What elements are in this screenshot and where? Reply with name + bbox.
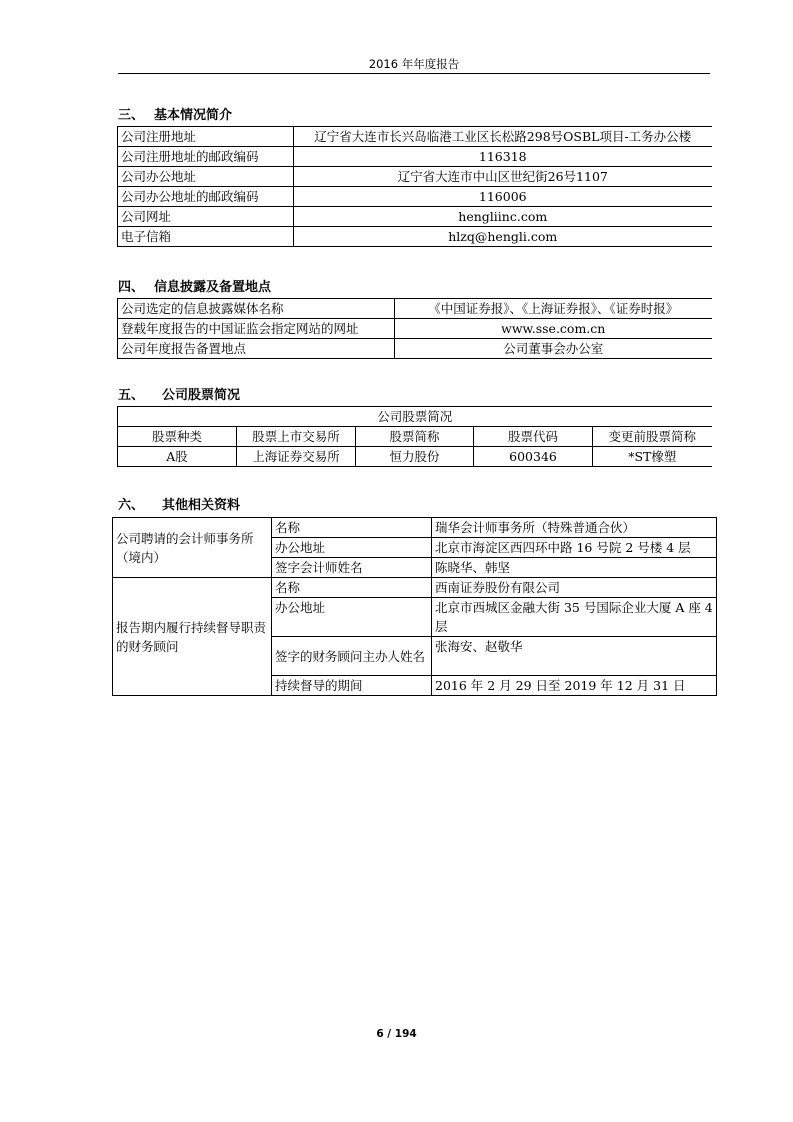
section-4-title bbox=[118, 276, 271, 295]
table-row bbox=[113, 578, 717, 598]
previous-short-name: *ST橡塑 bbox=[593, 447, 712, 467]
column-header: 股票种类 bbox=[118, 427, 237, 447]
office-address-label: 公司办公地址 bbox=[118, 167, 294, 187]
accounting-firm-name-key: 名称 bbox=[272, 518, 432, 538]
advisor-signer-value: 张海安、赵敬华 bbox=[432, 637, 717, 676]
page-number: 6 / 194 bbox=[376, 1028, 417, 1040]
stock-type: A股 bbox=[118, 447, 237, 467]
advisor-name-value: 西南证券股份有限公司 bbox=[432, 578, 717, 598]
table-row bbox=[113, 518, 717, 538]
stock-table bbox=[117, 406, 712, 467]
accountant-names-value: 陈晓华、韩坚 bbox=[432, 558, 717, 578]
email-label: 电子信箱 bbox=[118, 227, 294, 247]
table-row bbox=[118, 299, 712, 319]
registered-postcode-label: 公司注册地址的邮政编码 bbox=[118, 147, 294, 167]
page-header: 2016 年年度报告 bbox=[368, 57, 460, 71]
table-row bbox=[118, 319, 712, 339]
office-address-value: 辽宁省大连市中山区世纪街26号1107 bbox=[294, 167, 712, 187]
stock-short-name: 恒力股份 bbox=[356, 447, 474, 467]
advisor-address-value: 北京市西城区金融大街 35 号国际企业大厦 A 座 4 层 bbox=[432, 598, 717, 637]
registered-address-label: 公司注册地址 bbox=[118, 127, 294, 147]
advisor-signer-key: 签字的财务顾问主办人姓名 bbox=[272, 637, 432, 676]
section-5-title bbox=[118, 384, 240, 403]
advisor-address-key: 办公地址 bbox=[272, 598, 432, 637]
section-4-number: 四、 bbox=[118, 280, 145, 295]
office-postcode-label: 公司办公地址的邮政编码 bbox=[118, 187, 294, 207]
table-row bbox=[118, 227, 712, 247]
registered-postcode-value: 116318 bbox=[294, 147, 712, 167]
table-row bbox=[118, 167, 712, 187]
accounting-firm-address-key: 办公地址 bbox=[272, 538, 432, 558]
table-row bbox=[118, 447, 712, 467]
table-row bbox=[118, 127, 712, 147]
section-3-number: 三、 bbox=[118, 108, 145, 123]
disclosure-table bbox=[117, 298, 712, 359]
website-value: hengliinc.com bbox=[294, 207, 712, 227]
disclosure-media-label: 公司选定的信息披露媒体名称 bbox=[118, 299, 395, 319]
website-url-label: 登载年度报告的中国证监会指定网站的网址 bbox=[118, 319, 395, 339]
accounting-firm-address-value: 北京市海淀区西四环中路 16 号院 2 号楼 4 层 bbox=[432, 538, 717, 558]
section-3-heading: 基本情况简介 bbox=[154, 108, 233, 123]
stock-exchange: 上海证券交易所 bbox=[237, 447, 356, 467]
accountant-names-key: 签字会计师姓名 bbox=[272, 558, 432, 578]
stock-code: 600346 bbox=[474, 447, 593, 467]
report-location-value: 公司董事会办公室 bbox=[395, 339, 712, 359]
accounting-firm-label: 公司聘请的会计师事务所（境内） bbox=[113, 518, 272, 578]
section-5-number: 五、 bbox=[118, 388, 145, 403]
section-6-title bbox=[118, 494, 240, 513]
table-row bbox=[118, 187, 712, 207]
column-header: 股票代码 bbox=[474, 427, 593, 447]
column-header: 股票上市交易所 bbox=[237, 427, 356, 447]
supervision-period-key: 持续督导的期间 bbox=[272, 676, 432, 696]
supervision-period-value: 2016 年 2 月 29 日至 2019 年 12 月 31 日 bbox=[432, 676, 717, 696]
table-header-row bbox=[118, 427, 712, 447]
report-location-label: 公司年度报告备置地点 bbox=[118, 339, 395, 359]
section-6-number: 六、 bbox=[118, 498, 145, 513]
table-row bbox=[118, 207, 712, 227]
basic-info-table bbox=[117, 126, 712, 247]
website-url-value: www.sse.com.cn bbox=[395, 319, 712, 339]
column-header: 变更前股票简称 bbox=[593, 427, 712, 447]
section-3-title bbox=[118, 104, 232, 123]
header-divider bbox=[118, 73, 710, 74]
table-row bbox=[118, 339, 712, 359]
section-5-heading: 公司股票简况 bbox=[162, 388, 241, 403]
section-6-heading: 其他相关资料 bbox=[162, 498, 241, 513]
disclosure-media-value: 《中国证券报》、《上海证券报》、《证券时报》 bbox=[395, 299, 712, 319]
other-info-table bbox=[112, 517, 717, 696]
table-row bbox=[118, 147, 712, 167]
email-value: hlzq@hengli.com bbox=[294, 227, 712, 247]
section-4-heading: 信息披露及备置地点 bbox=[154, 280, 272, 295]
stock-table-title: 公司股票简况 bbox=[118, 407, 712, 427]
registered-address-value: 辽宁省大连市长兴岛临港工业区长松路298号OSBL项目-工务办公楼 bbox=[294, 127, 712, 147]
financial-advisor-label: 报告期内履行持续督导职责的财务顾问 bbox=[113, 578, 272, 696]
accounting-firm-name-value: 瑞华会计师事务所（特殊普通合伙） bbox=[432, 518, 717, 538]
advisor-name-key: 名称 bbox=[272, 578, 432, 598]
column-header: 股票简称 bbox=[356, 427, 474, 447]
website-label: 公司网址 bbox=[118, 207, 294, 227]
office-postcode-value: 116006 bbox=[294, 187, 712, 207]
table-title-row bbox=[118, 407, 712, 427]
